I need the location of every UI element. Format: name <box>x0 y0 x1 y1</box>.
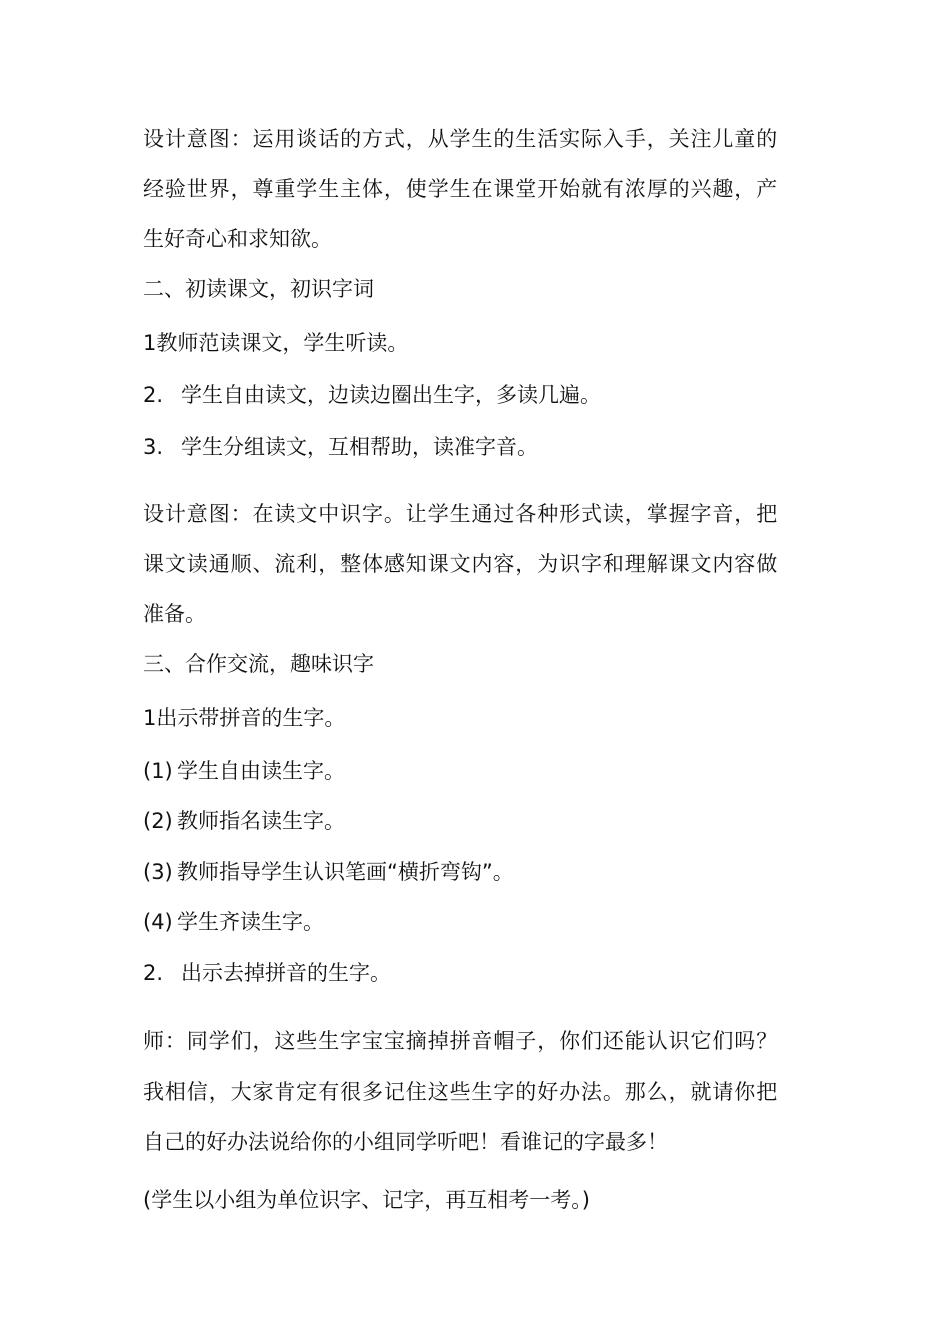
sub-item-2: (2) 教师指名读生字。 <box>143 806 345 836</box>
sub-item-1: (1) 学生自由读生字。 <box>143 756 345 786</box>
design-intent-1-line-1: 设计意图：运用谈话的方式，从学生的生活实际入手，关注儿童的 <box>143 127 779 151</box>
sub-item-4: (4) 学生齐读生字。 <box>143 907 324 937</box>
list-item-1: 1出示带拼音的生字。 <box>143 706 346 730</box>
design-intent-1-line-2: 经验世界，尊重学生主体，使学生在课堂开始就有浓厚的兴趣，产 <box>143 177 779 201</box>
design-intent-2-line-1: 设计意图：在读文中识字。让学生通过各种形式读，掌握字音，把 <box>143 502 779 526</box>
section-heading-2: 二、初读课文，初识字词 <box>143 277 374 301</box>
sub-number: (2) <box>143 809 173 833</box>
student-activity-note: (学生以小组为单位识字、记字，再互相考一考。) <box>143 1188 590 1212</box>
list-item-2: 2. 出示去掉拼音的生字。 <box>143 958 391 988</box>
sub-number: (4) <box>143 910 173 934</box>
list-item-1: 1教师范读课文，学生听读。 <box>143 331 409 355</box>
design-intent-2-line-2: 课文读通顺、流利，整体感知课文内容，为识字和理解课文内容做 <box>143 552 779 576</box>
list-item-3: 3. 学生分组读文，互相帮助，读准字音。 <box>143 432 538 462</box>
list-number: 2. <box>143 961 164 985</box>
sub-item-3: (3) 教师指导学生认识笔画“横折弯钩”。 <box>143 857 514 887</box>
teacher-dialogue-line-1: 师：同学们，这些生字宝宝摘掉拼音帽子，你们还能认识它们吗？ <box>143 1029 779 1053</box>
teacher-dialogue-line-2: 我相信，大家肯定有很多记住这些生字的好办法。那么，就请你把 <box>143 1080 779 1104</box>
section-heading-3: 三、合作交流，趣味识字 <box>143 652 374 676</box>
design-intent-1-line-3: 生好奇心和求知欲。 <box>143 227 332 251</box>
design-intent-2-line-3: 准备。 <box>143 602 206 626</box>
teacher-dialogue-line-3: 自己的好办法说给你的小组同学听吧！看谁记的字最多！ <box>143 1130 668 1154</box>
sub-number: (3) <box>143 860 173 884</box>
list-number: 2. <box>143 383 164 407</box>
sub-number: (1) <box>143 759 173 783</box>
list-item-2: 2. 学生自由读文，边读边圈出生字，多读几遍。 <box>143 380 601 410</box>
list-number: 3. <box>143 435 164 459</box>
